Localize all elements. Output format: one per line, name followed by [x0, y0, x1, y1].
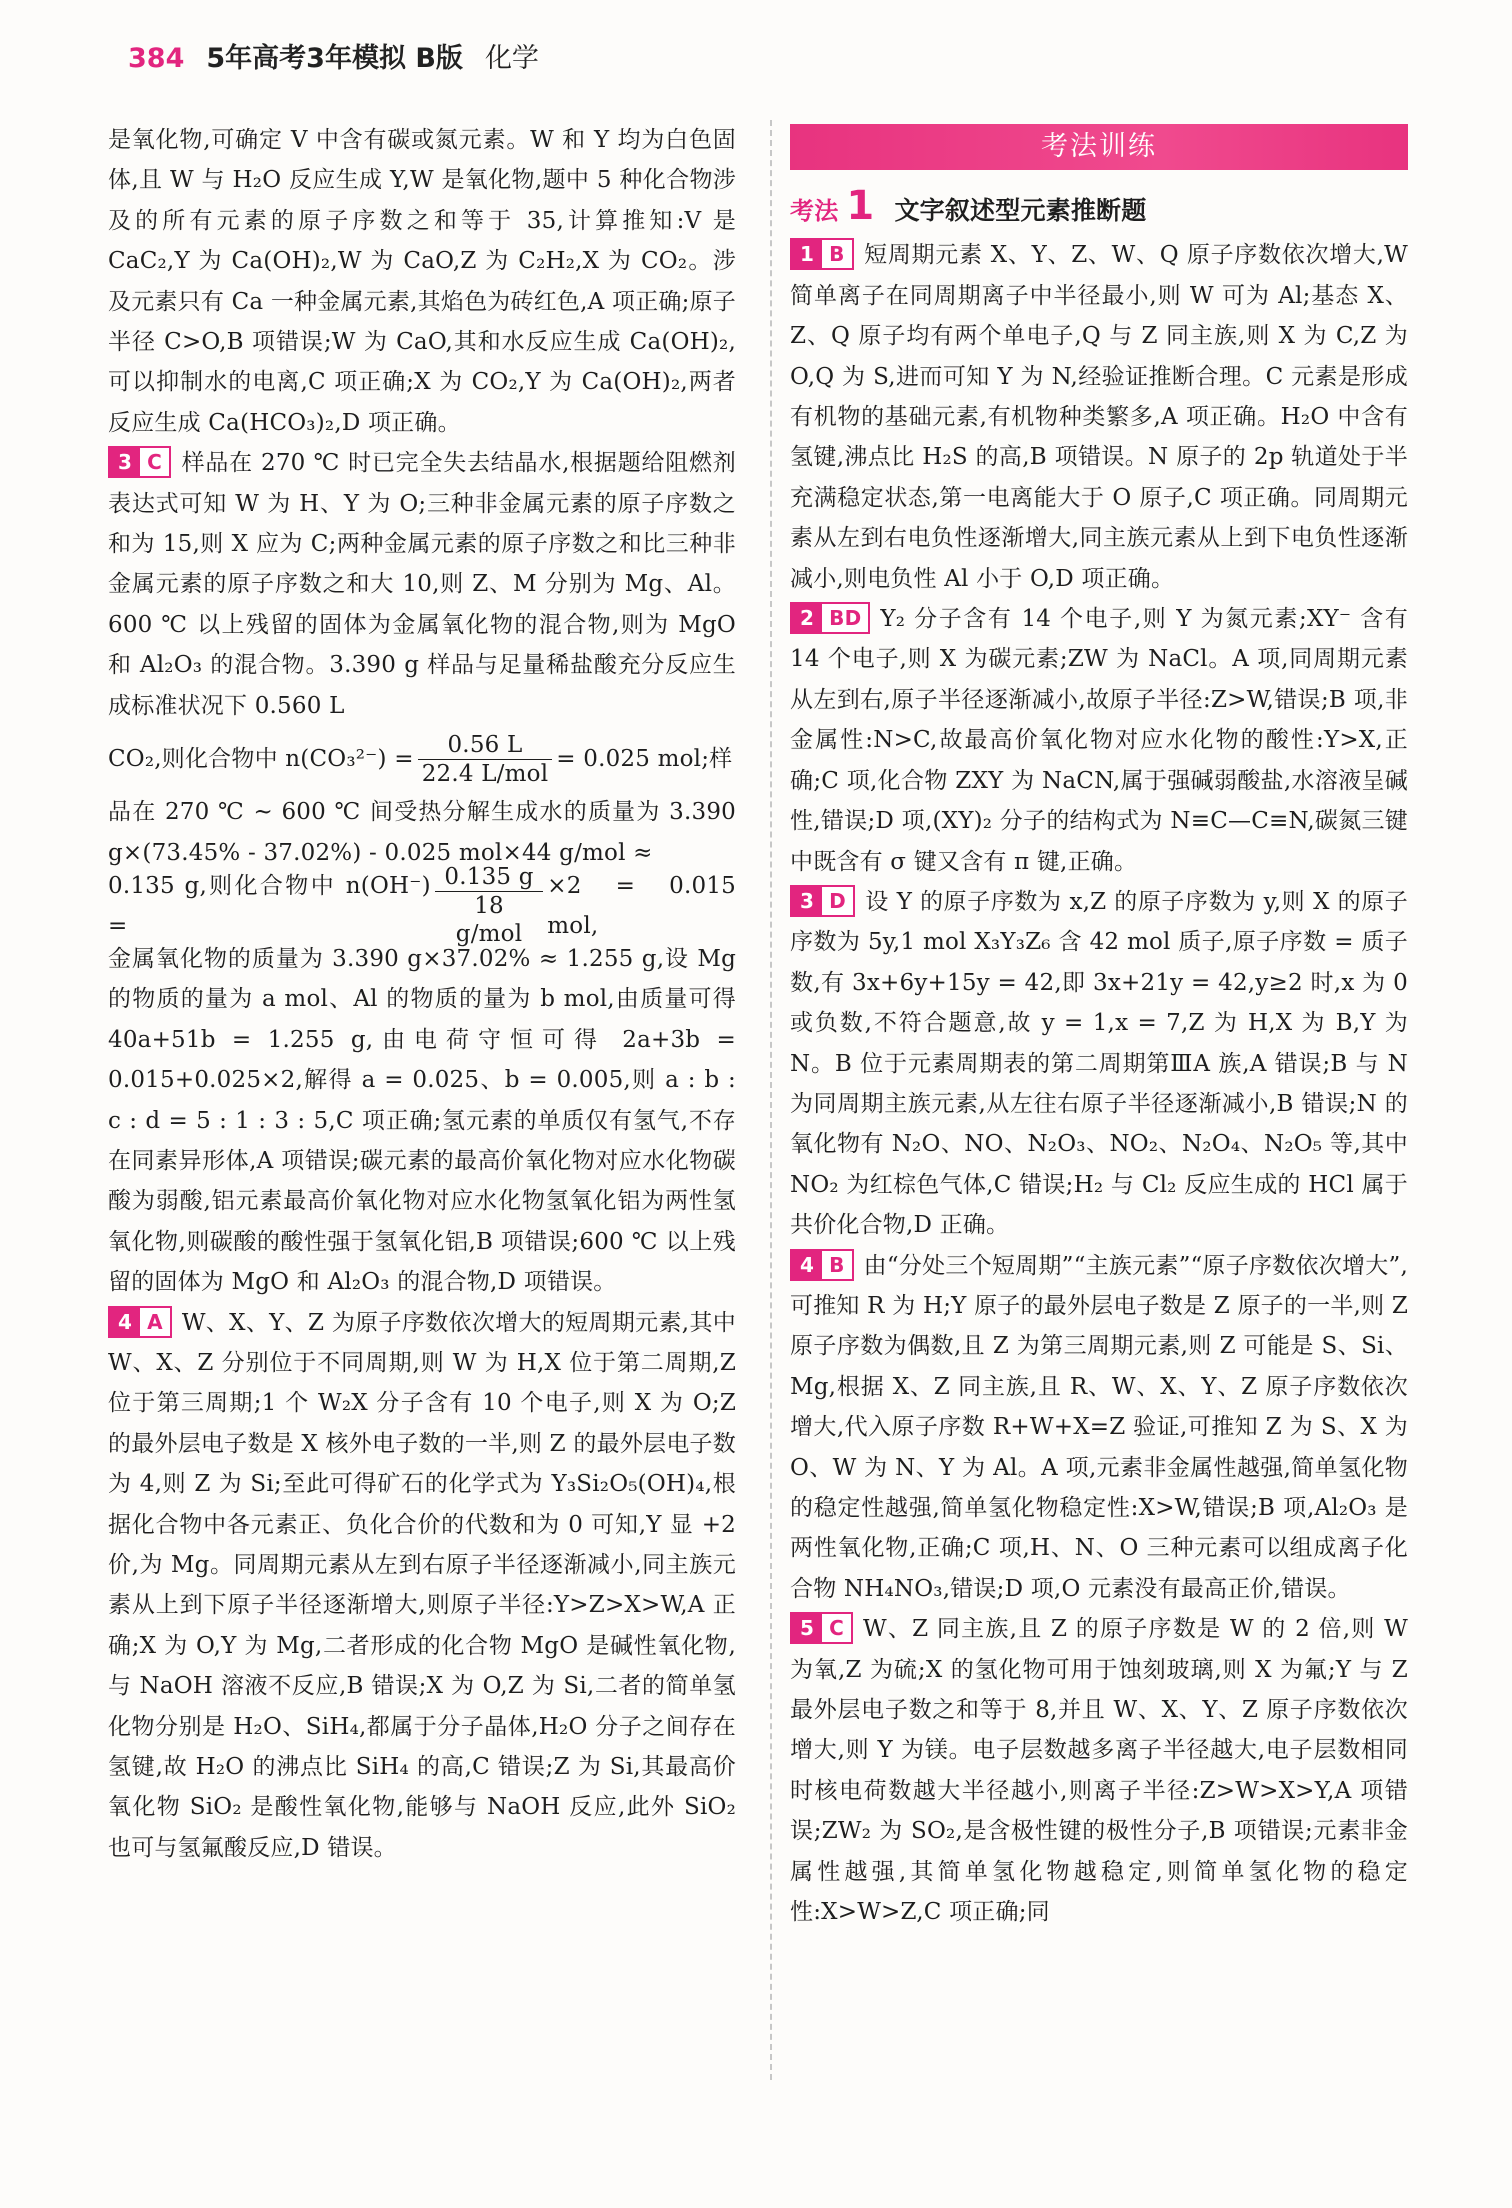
page-header [128, 36, 539, 82]
fraction-co3: $\frac{0.56 L}{\text{22.4 L/mol}}$ [418, 731, 553, 788]
book-title: 5年高考3年模拟 B版 [206, 43, 463, 74]
answer-badge-1: 1 B [790, 238, 854, 270]
answer-badge-5: 5 C [790, 1612, 853, 1644]
right-column [790, 124, 1408, 1932]
left-column [108, 120, 736, 1868]
answer-4-right: 4 B 由“分处三个短周期”“主族元素”“原子序数依次增大”,可推知 R 为 H;Y 原子的最外层电子数是 Z 原子的一半,则 Z 原子序数为偶数,且 Z 为第三周期元素,则 Z 可能是 S、Si、Mg,根据 X、Z 同主族,且 R、W、X、Y、Z 原子序数依次增大,代入原子序数 R+W+X=Z 验证,可推知 Z 为 S、X 为 O、W 为 N、Y 为 Al。A 项,元素非金属性越强,简单氢化物的稳定性越强,简单氢化物稳定性:X>W,错误;B 项,Al₂O₃ 是两性氧化物,正确;C 项,H、N、O 三种元素可以组成离子化合物 NH₄NO₃,错误;D 项,O 元素没有最高正价,错误。 [790, 1246, 1408, 1610]
answer-5: 5 C W、Z 同主族,且 Z 的原子序数是 W 的 2 倍,则 W 为氧,Z 为硫;X 的氢化物可用于蚀刻玻璃,则 X 为氟;Y 与 Z 最外层电子数之和等于 8,并且 W、X、Y、Z 原子序数依次增大,则 Y 为镁。电子层数越多离子半径越大,电子层数相同时核电荷数越大半径越小,则离子半径:Z>W>X>Y,A 项错误;ZW₂ 为 SO₂,是含极性键的极性分子,B 项错误;元素非金属性越强,其简单氢化物越稳定,则简单氢化物的稳定性:X>W>Z,C 项正确;同 [790, 1609, 1408, 1932]
answer-3-part3: 金属氧化物的质量为 3.390 g×37.02% ≈ 1.255 g,设 Mg 的物质的量为 a mol、Al 的物质的量为 b mol,由质量可得 40a+51b = 1.255 g,由电荷守恒可得 2a+3b = 0.015+0.025×2,解得 a = 0.025、b = 0.005,则 a : b : c : d = 5 : 1 : 3 : 5,C 项正确;氢元素的单质仅有氢气,不存在同素异形体,A 项错误;碳元素的最高价氧化物对应水化物碳酸为弱酸,铝元素最高价氧化物对应水化物氢氧化铝为两性氢氧化物,则碳酸的酸性强于氢氧化铝,B 项错误;600 ℃ 以上残留的固体为 MgO 和 Al₂O₃ 的混合物,D 项错误。 [108, 945, 736, 1296]
answer-badge-2: 2 BD [790, 602, 870, 634]
section-title: 考法 1 文字叙述型元素推断题 [790, 183, 1147, 229]
answer-1: 1 B 短周期元素 X、Y、Z、W、Q 原子序数依次增大,W 简单离子在同周期离子中半径最小,则 W 可为 Al;基态 X、Z、Q 原子均有两个单电子,Q 与 Z 同主族,则 X 为 C,Z 为 O,Q 为 S,进而可知 Y 为 N,经验证推断合理。C 元素是形成有机物的基础元素,有机物种类繁多,A 项正确。H₂O 中含有氢键,沸点比 H₂S 的高,B 项错误。N 原子的 2p 轨道处于半充满稳定状态,第一电离能大于 O 原子,C 项正确。同周期元素从左到右电负性逐渐增大,同主族元素从上到下电负性逐渐减小,则电负性 Al 小于 O,D 项正确。 [790, 235, 1408, 599]
answer-badge-4-right: 4 B [790, 1249, 854, 1281]
column-divider [770, 120, 772, 2080]
answer-3-part2: 品在 270 ℃ ~ 600 ℃ 间受热分解生成水的质量为 3.390 g×(73.45% - 37.02%) - 0.025 mol×44 g/mol ≈ [108, 799, 736, 866]
subject-label: 化学 [484, 43, 539, 74]
answer-badge-4: 4 A [108, 1306, 172, 1338]
section-banner: 考法训练 [790, 124, 1408, 170]
answer-3-right: 3 D 设 Y 的原子序数为 x,Z 的原子序数为 y,则 X 的原子序数为 5y,1 mol X₃Y₃Z₆ 含 42 mol 质子,原子序数 = 质子数,有 3x+6y+15y = 42,即 3x+21y = 42,y≥2 时,x 为 0 或负数,不符合题意,故 y = 1,x = 7,Z 为 H,X 为 B,Y 为 N。B 位于元素周期表的第二周期第ⅢA 族,A 错误;B 与 N 为同周期主族元素,从左往右原子半径逐渐减小,B 错误;N 的氧化物有 N₂O、NO、N₂O₃、NO₂、N₂O₄、N₂O₅ 等,其中 NO₂ 为红棕色气体,C 错误;H₂ 与 Cl₂ 反应生成的 HCl 属于共价化合物,D 正确。 [790, 882, 1408, 1246]
answer-2: 2 BD Y₂ 分子含有 14 个电子,则 Y 为氮元素;XY⁻ 含有 14 个电子,则 X 为碳元素;ZW 为 NaCl。A 项,同周期元素从左到右,原子半径逐渐减小,故原子半径:Z>W,错误;B 项,非金属性:N>C,故最高价氧化物对应水化物的酸性:Y>X,正确;C 项,化合物 ZXY 为 NaCN,属于强碱弱酸盐,水溶液呈碱性,错误;D 项,(XY)₂ 分子的结构式为 N≡C—C≡N,碳氮三键中既含有 σ 键又含有 π 键,正确。 [790, 599, 1408, 882]
answer-4: 4 A W、X、Y、Z 为原子序数依次增大的短周期元素,其中 W、X、Z 分别位于不同周期,则 W 为 H,X 位于第二周期,Z 位于第三周期;1 个 W₂X 分子含有 10 个电子,则 X 为 O;Z 的最外层电子数是 X 核外电子数的一半,则 Z 的最外层电子数为 4,则 Z 为 Si;至此可得矿石的化学式为 Y₃Si₂O₅(OH)₄,根据化合物中各元素正、负化合价的代数和为 0 可知,Y 显 +2 价,为 Mg。同周期元素从左到右原子半径逐渐减小,同主族元素从上到下原子半径逐渐增大,则原子半径:Y>Z>X>W,A 正确;X 为 O,Y 为 Mg,二者形成的化合物 MgO 是碱性氧化物,与 NaOH 溶液不反应,B 错误;X 为 O,Z 为 Si,二者的简单氢化物分别是 H₂O、SiH₄,都属于分子晶体,H₂O 分子之间存在氢键,故 H₂O 的沸点比 SiH₄ 的高,C 错误;Z 为 Si,其最高价氧化物 SiO₂ 是酸性氧化物,能够与 NaOH 反应,此外 SiO₂ 也可与氢氟酸反应,D 错误。 [108, 1303, 736, 1869]
answer-badge-3-right: 3 D [790, 885, 855, 917]
answer-2-continuation: 是氧化物,可确定 V 中含有碳或氮元素。W 和 Y 均为白色固体,且 W 与 H₂O 反应生成 Y,W 是氧化物,题中 5 种化合物涉及的所有元素的原子序数之和等于 35,计算推知:V 是 CaC₂,Y 为 Ca(OH)₂,W 为 CaO,Z 为 C₂H₂,X 为 CO₂。涉及元素只有 Ca 一种金属元素,其焰色为砖红色,A 项正确;原子半径 C>O,B 项错误;W 为 CaO,其和水反应生成 Ca(OH)₂,可以抑制水的电离,C 项正确;X 为 CO₂,Y 为 Ca(OH)₂,两者反应生成 Ca(HCO₃)₂,D 项正确。 [108, 127, 736, 436]
answer-3: 3 C 样品在 270 ℃ 时已完全失去结晶水,根据题给阻燃剂表达式可知 W 为 H、Y 为 O;三种非金属元素的原子序数之和为 15,则 X 应为 C;两种金属元素的原子序数之和比三种非金属元素的原子序数之和大 10,则 Z、M 分别为 Mg、Al。600 ℃ 以上残留的固体为金属氧化物的混合物,则为 MgO 和 Al₂O₃ 的混合物。3.390 g 样品与足量稀盐酸充分反应生成标准状况下 0.560 L [108, 443, 736, 726]
answer-badge-3: 3 C [108, 446, 171, 478]
page-number: 384 [128, 43, 185, 74]
formula-oh: 0.135 g,则化合物中 n(OH⁻) = $\frac{0.135 g}{\text{18 g/mol}}$ ×2 = 0.015 mol, [108, 864, 736, 948]
formula-co3: CO₂,则化合物中 n(CO₃²⁻) = $\frac{0.56 L}{\text{22.4 L/mol}}$ = 0.025 mol;样 [108, 731, 733, 787]
fraction-oh: $\frac{0.135 g}{\text{18 g/mol}}$ [435, 863, 543, 948]
